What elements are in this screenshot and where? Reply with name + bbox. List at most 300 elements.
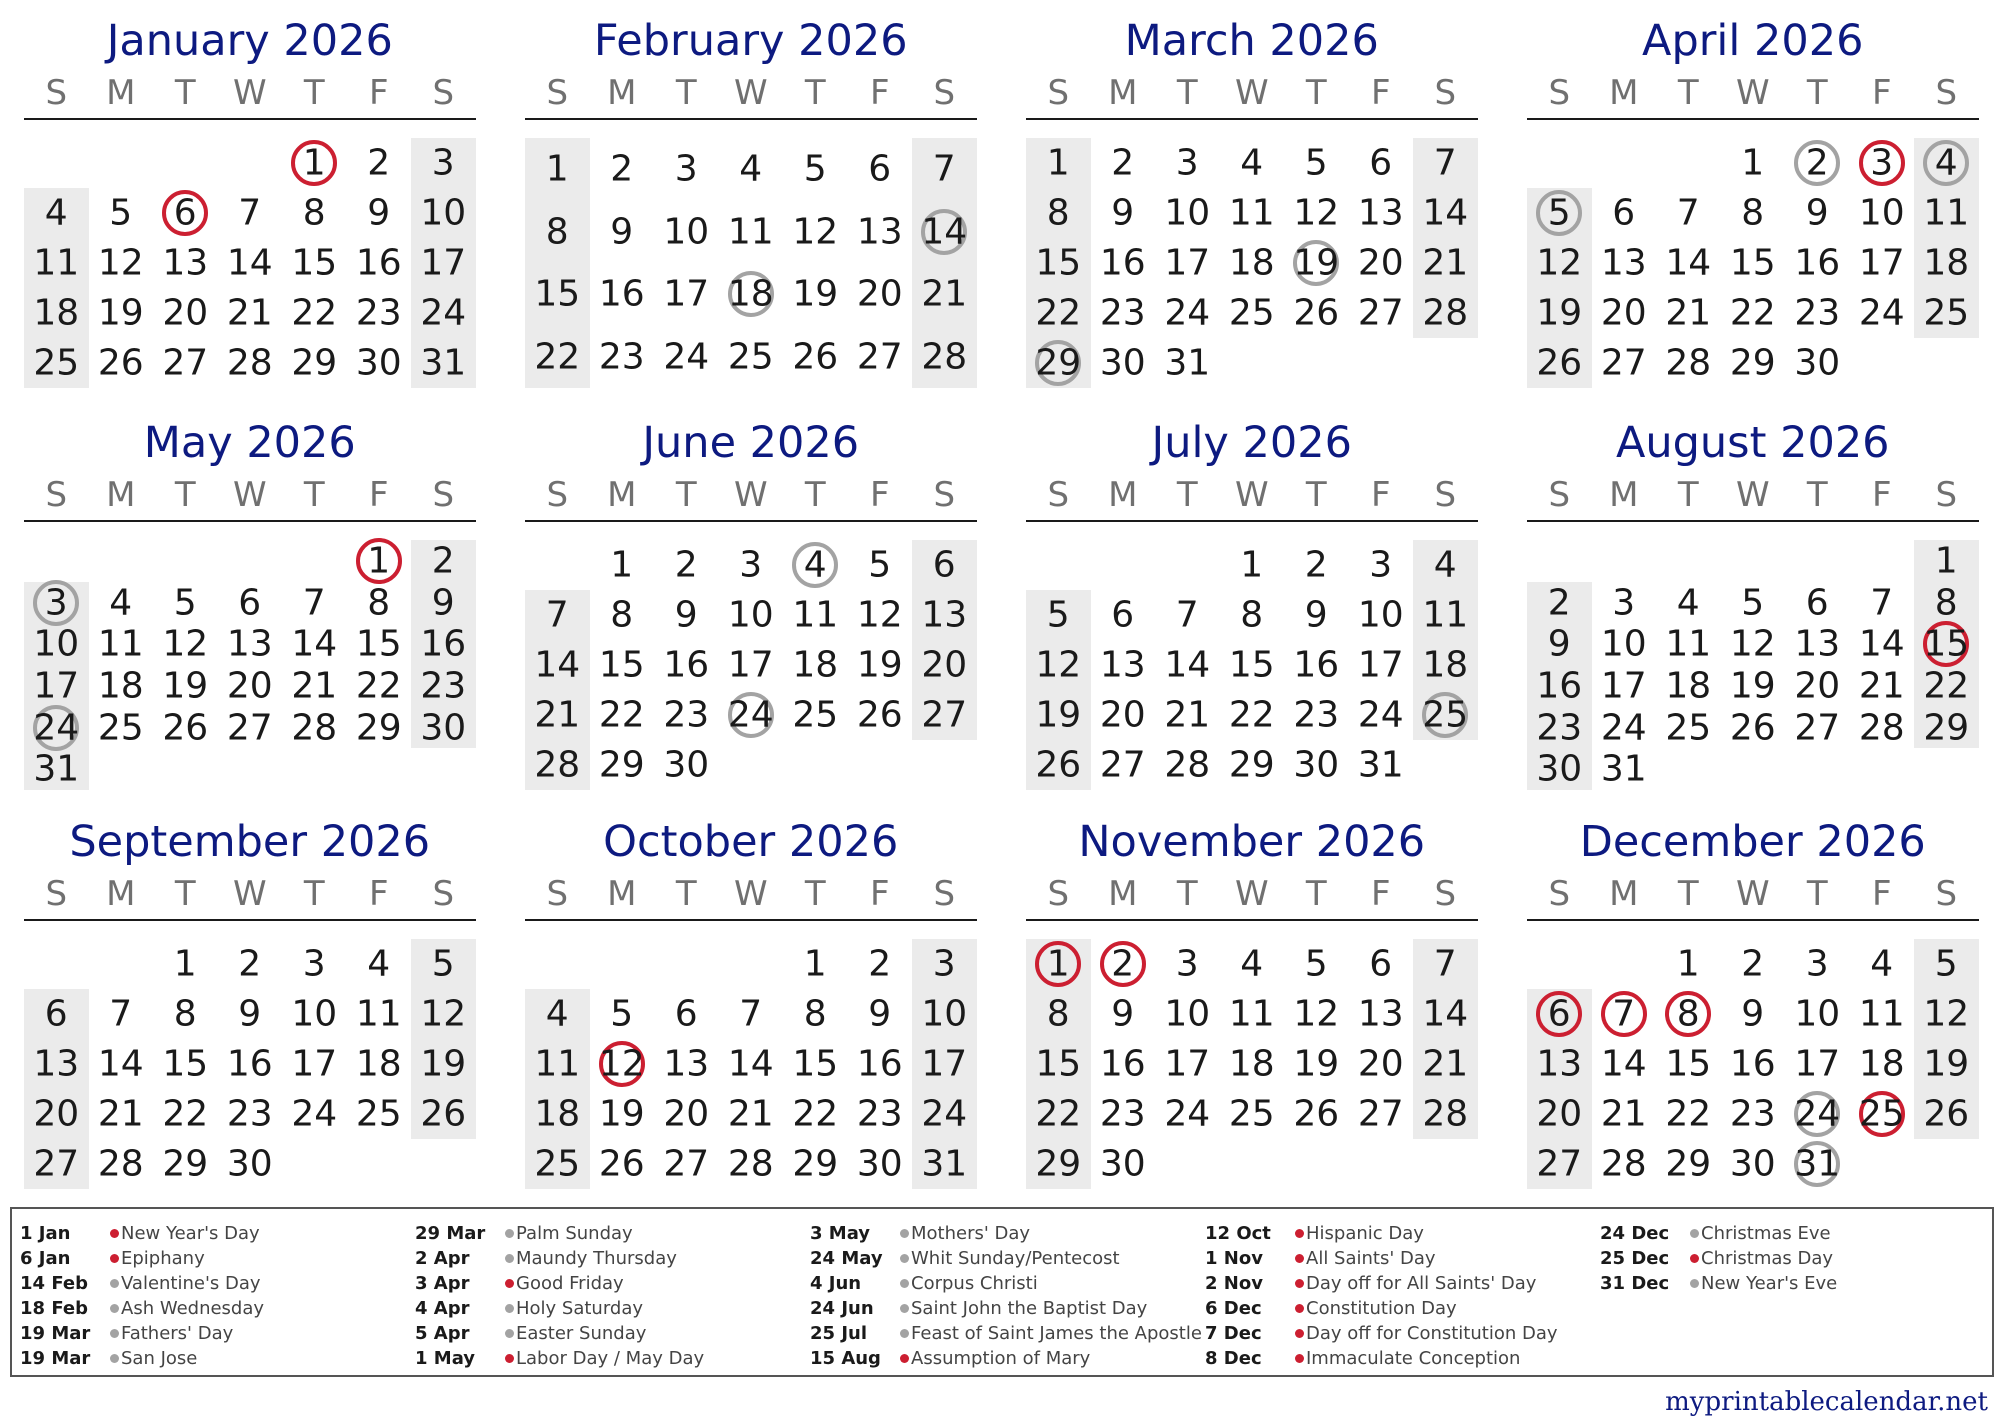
- day-cell: 5: [610, 993, 634, 1035]
- day-cell: 9: [1547, 623, 1571, 665]
- legend-holiday-name: Constitution Day: [1306, 1298, 1457, 1319]
- header-rule: [1527, 919, 1979, 921]
- day-cell: 7: [109, 993, 133, 1035]
- day-cell: 11: [33, 242, 80, 284]
- day-cell: 18: [1228, 1043, 1275, 1085]
- day-cell: 26: [598, 1143, 645, 1185]
- day-cell: 22: [1923, 665, 1970, 707]
- weekday-label: T: [303, 73, 325, 113]
- legend-column: [1600, 1221, 1990, 1296]
- day-cell: 27: [856, 336, 903, 378]
- observance-dot-gray: [110, 1329, 119, 1338]
- month-block: [24, 416, 476, 800]
- day-cell: 26: [856, 694, 903, 736]
- legend-item: [415, 1346, 805, 1371]
- weekday-header: [1026, 871, 1478, 917]
- day-cell: 15: [1923, 623, 1970, 665]
- day-cell: 29: [355, 707, 402, 748]
- day-cell: 28: [226, 342, 273, 384]
- day-cell: 14: [727, 1043, 774, 1085]
- day-cell: 2: [868, 943, 892, 985]
- day-cell: 6: [868, 148, 892, 190]
- day-cell: 9: [367, 192, 391, 234]
- weekday-label: M: [106, 874, 136, 914]
- day-cell: 21: [291, 665, 338, 707]
- day-cell: 26: [97, 342, 144, 384]
- weekday-label: S: [1548, 475, 1571, 515]
- weekday-label: W: [1735, 475, 1770, 515]
- weekday-label: M: [106, 475, 136, 515]
- day-cell: 15: [1665, 1043, 1712, 1085]
- day-cell: 24: [291, 1093, 338, 1135]
- legend-item: [810, 1221, 1200, 1246]
- day-cell: 6: [1805, 582, 1829, 623]
- legend-item: [1205, 1246, 1595, 1271]
- day-cell: 19: [1729, 665, 1776, 707]
- day-cell: 25: [1665, 707, 1712, 748]
- month-title: July 2026: [1151, 418, 1352, 468]
- day-cell: 18: [1422, 644, 1469, 686]
- day-cell: 16: [1099, 1043, 1146, 1085]
- day-cell: 11: [727, 211, 774, 253]
- day-cell: 31: [1164, 342, 1211, 384]
- weekday-label: M: [1609, 874, 1639, 914]
- header-rule: [24, 919, 476, 921]
- day-cell: 10: [1164, 192, 1211, 234]
- day-cell: 30: [226, 1143, 273, 1185]
- day-cell: 6: [674, 993, 698, 1035]
- legend-date: 15 Aug: [810, 1348, 881, 1369]
- weekday-label: M: [1609, 475, 1639, 515]
- day-cell: 7: [1433, 943, 1457, 985]
- weekday-label: M: [1108, 874, 1138, 914]
- day-cell: 20: [856, 273, 903, 315]
- day-cell: 5: [1304, 943, 1328, 985]
- day-cell: 3: [932, 943, 956, 985]
- day-cell: 30: [1099, 1143, 1146, 1185]
- day-cell: 27: [1536, 1143, 1583, 1185]
- weekday-label: T: [804, 874, 826, 914]
- weekday-label: T: [675, 874, 697, 914]
- day-cell: 27: [1794, 707, 1841, 748]
- weekday-label: F: [1370, 874, 1391, 914]
- holiday-legend: [10, 1207, 1994, 1377]
- day-cell: 27: [33, 1143, 80, 1185]
- weekday-header: [24, 871, 476, 917]
- weekday-header: [525, 472, 977, 518]
- observance-dot-gray: [900, 1279, 909, 1288]
- month-block: [525, 14, 977, 398]
- day-cell: 2: [431, 540, 455, 582]
- day-cell: 30: [1794, 342, 1841, 384]
- day-cell: 16: [856, 1043, 903, 1085]
- weekday-label: S: [933, 73, 956, 113]
- legend-item: [810, 1271, 1200, 1296]
- day-cell: 19: [420, 1043, 467, 1085]
- day-cell: 8: [1741, 192, 1765, 234]
- legend-item: [1600, 1271, 1990, 1296]
- day-cell: 27: [1099, 744, 1146, 786]
- month-title: September 2026: [69, 817, 431, 867]
- legend-date: 1 Jan: [20, 1223, 71, 1244]
- legend-date: 4 Jun: [810, 1273, 862, 1294]
- legend-date: 3 Apr: [415, 1273, 470, 1294]
- legend-holiday-name: Day off for All Saints' Day: [1306, 1273, 1537, 1294]
- day-cell: 13: [162, 242, 209, 284]
- day-cell: 8: [1046, 192, 1070, 234]
- day-cell: 1: [367, 540, 391, 582]
- day-cell: 7: [739, 993, 763, 1035]
- weekday-label: W: [1234, 73, 1269, 113]
- day-cell: 26: [1035, 744, 1082, 786]
- day-cell: 14: [1600, 1043, 1647, 1085]
- day-cell: 11: [1228, 192, 1275, 234]
- day-cell: 19: [97, 292, 144, 334]
- day-cell: 18: [1858, 1043, 1905, 1085]
- day-cell: 25: [792, 694, 839, 736]
- day-cell: 13: [1794, 623, 1841, 665]
- day-cell: 14: [97, 1043, 144, 1085]
- day-cell: 10: [1164, 993, 1211, 1035]
- header-rule: [525, 520, 977, 522]
- day-cell: 20: [1794, 665, 1841, 707]
- month-title: April 2026: [1642, 16, 1864, 66]
- day-cell: 24: [33, 707, 80, 748]
- weekday-label: S: [45, 874, 68, 914]
- day-cell: 7: [302, 582, 326, 623]
- legend-holiday-name: Easter Sunday: [516, 1323, 647, 1344]
- day-cell: 21: [1600, 1093, 1647, 1135]
- day-cell: 16: [1293, 644, 1340, 686]
- weekday-label: F: [1370, 73, 1391, 113]
- day-cell: 4: [1240, 142, 1264, 184]
- day-cell: 25: [534, 1143, 581, 1185]
- day-cell: 4: [1240, 943, 1264, 985]
- day-cell: 31: [420, 342, 467, 384]
- day-cell: 13: [33, 1043, 80, 1085]
- weekday-label: T: [303, 475, 325, 515]
- day-cell: 18: [727, 273, 774, 315]
- month-block: [24, 14, 476, 398]
- weekday-label: W: [1234, 475, 1269, 515]
- day-cell: 8: [1934, 582, 1958, 623]
- day-cell: 8: [610, 594, 634, 636]
- day-cell: 18: [1228, 242, 1275, 284]
- day-cell: 7: [1175, 594, 1199, 636]
- header-rule: [1026, 520, 1478, 522]
- legend-item: [810, 1296, 1200, 1321]
- day-cell: 12: [1923, 993, 1970, 1035]
- day-cell: 8: [1676, 993, 1700, 1035]
- day-cell: 25: [1858, 1093, 1905, 1135]
- observance-dot-gray: [110, 1354, 119, 1363]
- legend-item: [810, 1246, 1200, 1271]
- legend-date: 19 Mar: [20, 1348, 91, 1369]
- day-cell: 17: [33, 665, 80, 707]
- day-cell: 14: [1858, 623, 1905, 665]
- day-cell: 11: [97, 623, 144, 665]
- day-cell: 26: [1923, 1093, 1970, 1135]
- day-cell: 12: [792, 211, 839, 253]
- day-cell: 28: [1422, 1093, 1469, 1135]
- day-cell: 13: [1099, 644, 1146, 686]
- day-cell: 6: [44, 993, 68, 1035]
- day-cell: 22: [1729, 292, 1776, 334]
- weekday-label: W: [1735, 73, 1770, 113]
- day-cell: 23: [598, 336, 645, 378]
- day-cell: 16: [598, 273, 645, 315]
- day-cell: 23: [226, 1093, 273, 1135]
- day-cell: 20: [663, 1093, 710, 1135]
- day-cell: 2: [1741, 943, 1765, 985]
- day-cell: 31: [1357, 744, 1404, 786]
- day-cell: 11: [1422, 594, 1469, 636]
- holiday-dot-red: [900, 1354, 909, 1363]
- day-cell: 29: [291, 342, 338, 384]
- legend-holiday-name: Maundy Thursday: [516, 1248, 677, 1269]
- day-cell: 10: [921, 993, 968, 1035]
- legend-item: [20, 1246, 410, 1271]
- day-cell: 6: [932, 544, 956, 586]
- day-cell: 16: [1729, 1043, 1776, 1085]
- weekday-label: S: [432, 475, 455, 515]
- day-cell: 16: [1099, 242, 1146, 284]
- day-cell: 17: [1600, 665, 1647, 707]
- day-cell: 17: [1164, 1043, 1211, 1085]
- legend-item: [415, 1271, 805, 1296]
- weekday-label: T: [675, 475, 697, 515]
- weekday-label: S: [1434, 73, 1457, 113]
- day-cell: 26: [1536, 342, 1583, 384]
- day-cell: 4: [367, 943, 391, 985]
- day-cell: 19: [1035, 694, 1082, 736]
- holiday-dot-red: [505, 1279, 514, 1288]
- holiday-dot-red: [1295, 1254, 1304, 1263]
- day-cell: 25: [97, 707, 144, 748]
- month-block: [1527, 815, 1979, 1199]
- day-cell: 26: [162, 707, 209, 748]
- day-cell: 4: [1433, 544, 1457, 586]
- header-rule: [1527, 520, 1979, 522]
- day-cell: 15: [355, 623, 402, 665]
- observance-dot-gray: [1690, 1279, 1699, 1288]
- header-rule: [525, 919, 977, 921]
- day-cell: 16: [226, 1043, 273, 1085]
- legend-date: 18 Feb: [20, 1298, 88, 1319]
- day-cell: 16: [355, 242, 402, 284]
- month-title: January 2026: [106, 16, 393, 66]
- legend-date: 3 May: [810, 1223, 871, 1244]
- day-cell: 23: [420, 665, 467, 707]
- month-title: October 2026: [603, 817, 899, 867]
- day-cell: 29: [1923, 707, 1970, 748]
- day-cell: 8: [803, 993, 827, 1035]
- day-cell: 9: [868, 993, 892, 1035]
- day-cell: 15: [162, 1043, 209, 1085]
- day-cell: 30: [856, 1143, 903, 1185]
- legend-holiday-name: All Saints' Day: [1306, 1248, 1436, 1269]
- day-cell: 30: [663, 744, 710, 786]
- day-cell: 29: [1729, 342, 1776, 384]
- observance-dot-gray: [505, 1329, 514, 1338]
- weekday-label: T: [1176, 475, 1198, 515]
- day-cell: 7: [1612, 993, 1636, 1035]
- legend-date: 6 Jan: [20, 1248, 71, 1269]
- day-cell: 9: [1304, 594, 1328, 636]
- weekday-label: S: [546, 874, 569, 914]
- weekday-header: [24, 472, 476, 518]
- day-cell: 3: [1870, 142, 1894, 184]
- day-cell: 14: [291, 623, 338, 665]
- day-cell: 29: [162, 1143, 209, 1185]
- day-cell: 22: [534, 336, 581, 378]
- weekday-label: F: [1871, 874, 1892, 914]
- day-cell: 27: [226, 707, 273, 748]
- day-cell: 26: [420, 1093, 467, 1135]
- day-cell: 22: [1035, 292, 1082, 334]
- day-cell: 27: [921, 694, 968, 736]
- month-block: [525, 416, 977, 800]
- day-cell: 18: [1665, 665, 1712, 707]
- day-cell: 15: [1228, 644, 1275, 686]
- day-cell: 21: [727, 1093, 774, 1135]
- weekday-label: S: [546, 73, 569, 113]
- legend-date: 5 Apr: [415, 1323, 470, 1344]
- legend-holiday-name: Mothers' Day: [911, 1223, 1031, 1244]
- weekday-label: F: [368, 475, 389, 515]
- day-cell: 24: [420, 292, 467, 334]
- holiday-dot-red: [1295, 1279, 1304, 1288]
- day-cell: 28: [291, 707, 338, 748]
- day-cell: 4: [44, 192, 68, 234]
- weekday-label: M: [1108, 475, 1138, 515]
- day-cell: 18: [792, 644, 839, 686]
- day-cell: 25: [1228, 292, 1275, 334]
- day-cell: 17: [420, 242, 467, 284]
- day-cell: 10: [291, 993, 338, 1035]
- legend-holiday-name: Fathers' Day: [121, 1323, 234, 1344]
- day-cell: 24: [921, 1093, 968, 1135]
- day-cell: 2: [1111, 943, 1135, 985]
- day-cell: 5: [1304, 142, 1328, 184]
- day-cell: 23: [1293, 694, 1340, 736]
- day-cell: 14: [1665, 242, 1712, 284]
- day-cell: 13: [226, 623, 273, 665]
- day-cell: 2: [1304, 544, 1328, 586]
- day-cell: 7: [1433, 142, 1457, 184]
- legend-column: [1205, 1221, 1595, 1371]
- weekday-label: S: [546, 475, 569, 515]
- weekday-label: S: [45, 73, 68, 113]
- day-cell: 1: [1240, 544, 1264, 586]
- legend-item: [1600, 1246, 1990, 1271]
- day-cell: 27: [1357, 1093, 1404, 1135]
- day-cell: 6: [1547, 993, 1571, 1035]
- weekday-label: T: [174, 475, 196, 515]
- day-cell: 15: [1729, 242, 1776, 284]
- day-cell: 26: [1293, 1093, 1340, 1135]
- day-cell: 1: [1046, 943, 1070, 985]
- legend-item: [415, 1221, 805, 1246]
- day-cell: 18: [534, 1093, 581, 1135]
- month-block: [1026, 416, 1478, 800]
- day-cell: 20: [1357, 242, 1404, 284]
- weekday-label: T: [1305, 475, 1327, 515]
- day-cell: 12: [1293, 993, 1340, 1035]
- legend-date: 24 May: [810, 1248, 883, 1269]
- day-cell: 22: [1035, 1093, 1082, 1135]
- holiday-dot-red: [1690, 1254, 1699, 1263]
- day-cell: 21: [97, 1093, 144, 1135]
- day-cell: 14: [226, 242, 273, 284]
- day-cell: 23: [856, 1093, 903, 1135]
- day-cell: 29: [1035, 1143, 1082, 1185]
- day-cell: 5: [803, 148, 827, 190]
- day-cell: 13: [663, 1043, 710, 1085]
- legend-item: [415, 1296, 805, 1321]
- day-cell: 24: [1858, 292, 1905, 334]
- weekday-label: T: [1806, 874, 1828, 914]
- day-cell: 5: [1547, 192, 1571, 234]
- day-cell: 22: [355, 665, 402, 707]
- day-cell: 17: [1794, 1043, 1841, 1085]
- legend-date: 1 Nov: [1205, 1248, 1263, 1269]
- month-title: March 2026: [1124, 16, 1379, 66]
- observance-dot-gray: [1690, 1229, 1699, 1238]
- day-cell: 7: [932, 148, 956, 190]
- holiday-dot-red: [1295, 1329, 1304, 1338]
- day-cell: 3: [739, 544, 763, 586]
- day-cell: 4: [1676, 582, 1700, 623]
- legend-item: [1205, 1221, 1595, 1246]
- day-cell: 21: [1422, 1043, 1469, 1085]
- day-cell: 21: [921, 273, 968, 315]
- weekday-label: S: [1047, 874, 1070, 914]
- day-cell: 1: [545, 148, 569, 190]
- day-cell: 8: [173, 993, 197, 1035]
- day-cell: 16: [420, 623, 467, 665]
- day-cell: 15: [792, 1043, 839, 1085]
- legend-date: 29 Mar: [415, 1223, 486, 1244]
- legend-holiday-name: Saint John the Baptist Day: [911, 1298, 1148, 1319]
- day-cell: 15: [1035, 242, 1082, 284]
- day-cell: 9: [610, 211, 634, 253]
- day-cell: 30: [355, 342, 402, 384]
- day-cell: 5: [868, 544, 892, 586]
- day-cell: 4: [803, 544, 827, 586]
- day-cell: 27: [1357, 292, 1404, 334]
- day-cell: 10: [727, 594, 774, 636]
- day-cell: 31: [921, 1143, 968, 1185]
- day-cell: 17: [1357, 644, 1404, 686]
- day-cell: 1: [1676, 943, 1700, 985]
- weekday-label: F: [869, 874, 890, 914]
- legend-date: 31 Dec: [1600, 1273, 1670, 1294]
- day-cell: 12: [598, 1043, 645, 1085]
- weekday-label: T: [1677, 874, 1699, 914]
- weekday-label: F: [869, 73, 890, 113]
- day-cell: 31: [1600, 748, 1647, 790]
- day-cell: 22: [792, 1093, 839, 1135]
- day-cell: 20: [921, 644, 968, 686]
- legend-item: [1205, 1346, 1595, 1371]
- day-cell: 26: [792, 336, 839, 378]
- month-title: June 2026: [642, 418, 860, 468]
- day-cell: 20: [1099, 694, 1146, 736]
- observance-dot-gray: [900, 1254, 909, 1263]
- legend-item: [415, 1246, 805, 1271]
- legend-holiday-name: Christmas Eve: [1701, 1223, 1831, 1244]
